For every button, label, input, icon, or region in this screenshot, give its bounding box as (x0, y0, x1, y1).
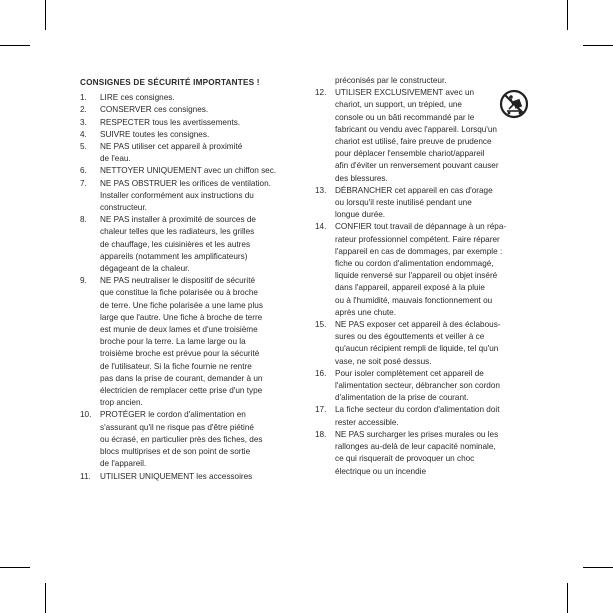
item-text-line: après une chute. (335, 307, 396, 317)
item-text (100, 141, 295, 165)
item-text-line: UTILISER EXCLUSIVEMENT avec un (335, 88, 475, 98)
item-text-line: rester accessible. (335, 417, 399, 427)
item-text (100, 214, 295, 275)
item-text-line: constructeur. (100, 203, 147, 213)
item-text-line: CONFIER tout travail de dépannage à un répa- (335, 222, 507, 232)
cart-tip-over-warning-icon (499, 89, 529, 119)
item-text-line: LIRE ces consignes. (100, 93, 175, 103)
crop-mark (567, 0, 568, 30)
item-text (100, 129, 295, 141)
item-text (335, 368, 533, 405)
crop-mark (567, 583, 568, 613)
item-text-line: NETTOYER UNIQUEMENT avec un chiffon sec. (100, 166, 277, 176)
item-text (100, 104, 295, 116)
right-column (315, 75, 533, 478)
crop-mark (45, 0, 46, 30)
instruction-item (80, 214, 295, 275)
item-number: 11. (80, 471, 91, 481)
item-text (335, 221, 533, 319)
item-text (100, 92, 295, 104)
item-number: 15. (315, 320, 327, 330)
item-text-line: de terre. Une fiche polarisée a une lame plus (100, 300, 263, 310)
crop-mark (0, 45, 30, 46)
item-text-line: rateur professionnel compétent. Faire réparer (335, 234, 500, 244)
item-text-line: broche pour la terre. La lame large ou la (100, 337, 246, 347)
instruction-item (80, 165, 295, 177)
item-text-line: ou à l'humidité, mauvais fonctionnement ou (335, 295, 493, 305)
item-text-line: appareils (notamment les amplificateurs) (100, 251, 248, 261)
item-number: 17. (315, 405, 327, 415)
item-text-line: l'appareil en cas de dommages, par exemple : (335, 246, 503, 256)
item-text-line: pas dans la prise de courant, demander à un (100, 373, 263, 383)
item-text-line: CONSERVER ces consignes. (100, 105, 209, 115)
instruction-item (80, 178, 295, 215)
instruction-item (80, 141, 295, 165)
item-text-line: ou lorsqu'il reste inutilisé pendant une (335, 198, 472, 208)
item-text-line: de l'utilisateur. Si la fiche fournie ne rentre (100, 361, 252, 371)
item-number: 6. (80, 166, 87, 176)
item-text-line: des blessures. (335, 173, 388, 183)
item-text (100, 165, 295, 177)
item-text-line: large que l'autre. Une fiche à broche de terre (100, 312, 263, 322)
item-text (335, 185, 533, 222)
left-column (80, 75, 295, 483)
instruction-item (315, 404, 533, 428)
item-text-line: que constitue la fiche polarisée ou à broche (100, 288, 258, 298)
item-text-line: NE PAS surcharger les prises murales ou les (335, 429, 499, 439)
item-text-line: NE PAS installer à proximité de sources de (100, 215, 256, 225)
item-number: 3. (80, 117, 87, 127)
crop-mark (583, 567, 613, 568)
item-text-line: sures ou des égouttements et veiller à ce (335, 332, 485, 342)
instruction-item (315, 185, 533, 222)
instruction-item (315, 368, 533, 405)
item-text (100, 178, 295, 215)
item-number: 10. (80, 410, 92, 420)
item-text-line: chariot est utilisé, faire preuve de prudence (335, 137, 492, 147)
item-text-line: blocs multiprises et de son point de sortie (100, 447, 251, 457)
item-text-line: rallonges au-delà de leur capacité nominale, (335, 442, 496, 452)
item-number: 16. (315, 368, 327, 378)
item-text (100, 117, 295, 129)
item-text-line: l'alimentation secteur, débrancher son cordon (335, 381, 500, 391)
item-text-line: UTILISER UNIQUEMENT les accessoires (100, 471, 253, 481)
item-number: 7. (80, 178, 87, 188)
item-number: 9. (80, 276, 87, 286)
item-text-line: dégageant de la chaleur. (100, 264, 190, 274)
instruction-item (80, 117, 295, 129)
item-text-line: Installer conformément aux instructions du (100, 190, 254, 200)
left-instruction-list (80, 92, 295, 483)
instruction-item (80, 129, 295, 141)
item-number: 13. (315, 185, 327, 195)
item-number: 5. (80, 142, 87, 152)
instruction-item (80, 409, 295, 470)
instruction-item (80, 92, 295, 104)
item-text-line: ou écrasé, en particulier près des fiches, des (100, 434, 263, 444)
item-text-line: de l'appareil. (100, 459, 147, 469)
item-number: 2. (80, 105, 87, 115)
item-text-line: longue durée. (335, 210, 386, 220)
item-text-line: chaleur telles que les radiateurs, les grilles (100, 227, 255, 237)
item-number: 18. (315, 429, 327, 439)
instruction-item (80, 471, 295, 483)
item-text (100, 409, 295, 470)
item-text-line: NE PAS utiliser cet appareil à proximité (100, 142, 243, 152)
item-text-line: dans l'appareil, appareil exposé à la pluie (335, 283, 485, 293)
crop-mark (583, 45, 613, 46)
safety-title: CONSIGNES DE SÉCURITÉ IMPORTANTES ! (80, 78, 260, 87)
item-number: 14. (315, 222, 327, 232)
item-text-line: La fiche secteur du cordon d'alimentation doit (335, 405, 500, 415)
crop-mark (0, 567, 30, 568)
item-text-line: chariot, un support, un trépied, une (335, 100, 462, 110)
item-text-line: NE PAS exposer cet appareil à des éclabous- (335, 320, 501, 330)
item-text (335, 87, 533, 185)
item-text-line: DÉBRANCHER cet appareil en cas d'orage (335, 185, 493, 195)
item-number: 4. (80, 129, 87, 139)
instruction-item (80, 275, 295, 409)
item-text-line: fiche ou cordon d'alimentation endommagé, (335, 259, 494, 269)
item-text-line: ce qui risquerait de provoquer un choc (335, 454, 475, 464)
item-number: 1. (80, 93, 87, 103)
item-text-line: est munie de deux lames et d'une troisième (100, 325, 258, 335)
item-text-line: PROTÉGER le cordon d'alimentation en (100, 410, 246, 420)
item-number: 8. (80, 215, 87, 225)
item-text-line: électrique ou un incendie (335, 466, 427, 476)
instruction-item (315, 319, 533, 368)
item-text (335, 404, 533, 428)
item-text-line: d'alimentation de la prise de courant. (335, 393, 469, 403)
item-text-line: Pour isoler complètement cet appareil de (335, 368, 484, 378)
item-text-line: troisième broche est prévue pour la sécurité (100, 349, 260, 359)
item-text-line: NE PAS OBSTRUER les orifices de ventilation. (100, 178, 271, 188)
item-text-line: NE PAS neutraliser le dispositif de sécurité (100, 276, 256, 286)
item-text-line: vase, ne soit posé dessus. (335, 356, 432, 366)
item-text (335, 429, 533, 478)
crop-mark (45, 583, 46, 613)
item-number: 12. (315, 88, 327, 98)
item-text-line: liquide renversé sur l'appareil ou objet inséré (335, 271, 498, 281)
instruction-item (315, 221, 533, 319)
item-text-line: RESPECTER tous les avertissements. (100, 117, 241, 127)
item-text-line: électricien de remplacer cette prise d'un type (100, 386, 263, 396)
right-instruction-list (315, 87, 533, 478)
item-text (335, 319, 533, 368)
item-text (100, 471, 295, 483)
instruction-item (80, 104, 295, 116)
item-text (100, 275, 295, 409)
item-text-line: afin d'éviter un renversement pouvant causer (335, 161, 499, 171)
item-text-line: s'assurant qu'il ne risque pas d'être piétiné (100, 422, 254, 432)
item-text-line: de l'eau. (100, 154, 131, 164)
instruction-item (315, 87, 533, 185)
item-text-line: pour déplacer l'ensemble chariot/appareil (335, 149, 485, 159)
item-text-line: de chauffage, les cuisinières et les autres (100, 239, 251, 249)
continued-item-text: préconisés par le constructeur. (335, 76, 447, 85)
instruction-item (315, 429, 533, 478)
item-text-line: qu'aucun récipient rempli de liquide, tel qu'un (335, 344, 499, 354)
item-text-line: console ou un bâti recommandé par le (335, 112, 475, 122)
item-text-line: fabricant ou vendu avec l'appareil. Lorsqu'un (335, 124, 497, 134)
item-text-line: trop ancien. (100, 398, 143, 408)
item-text-line: SUIVRE toutes les consignes. (100, 129, 210, 139)
